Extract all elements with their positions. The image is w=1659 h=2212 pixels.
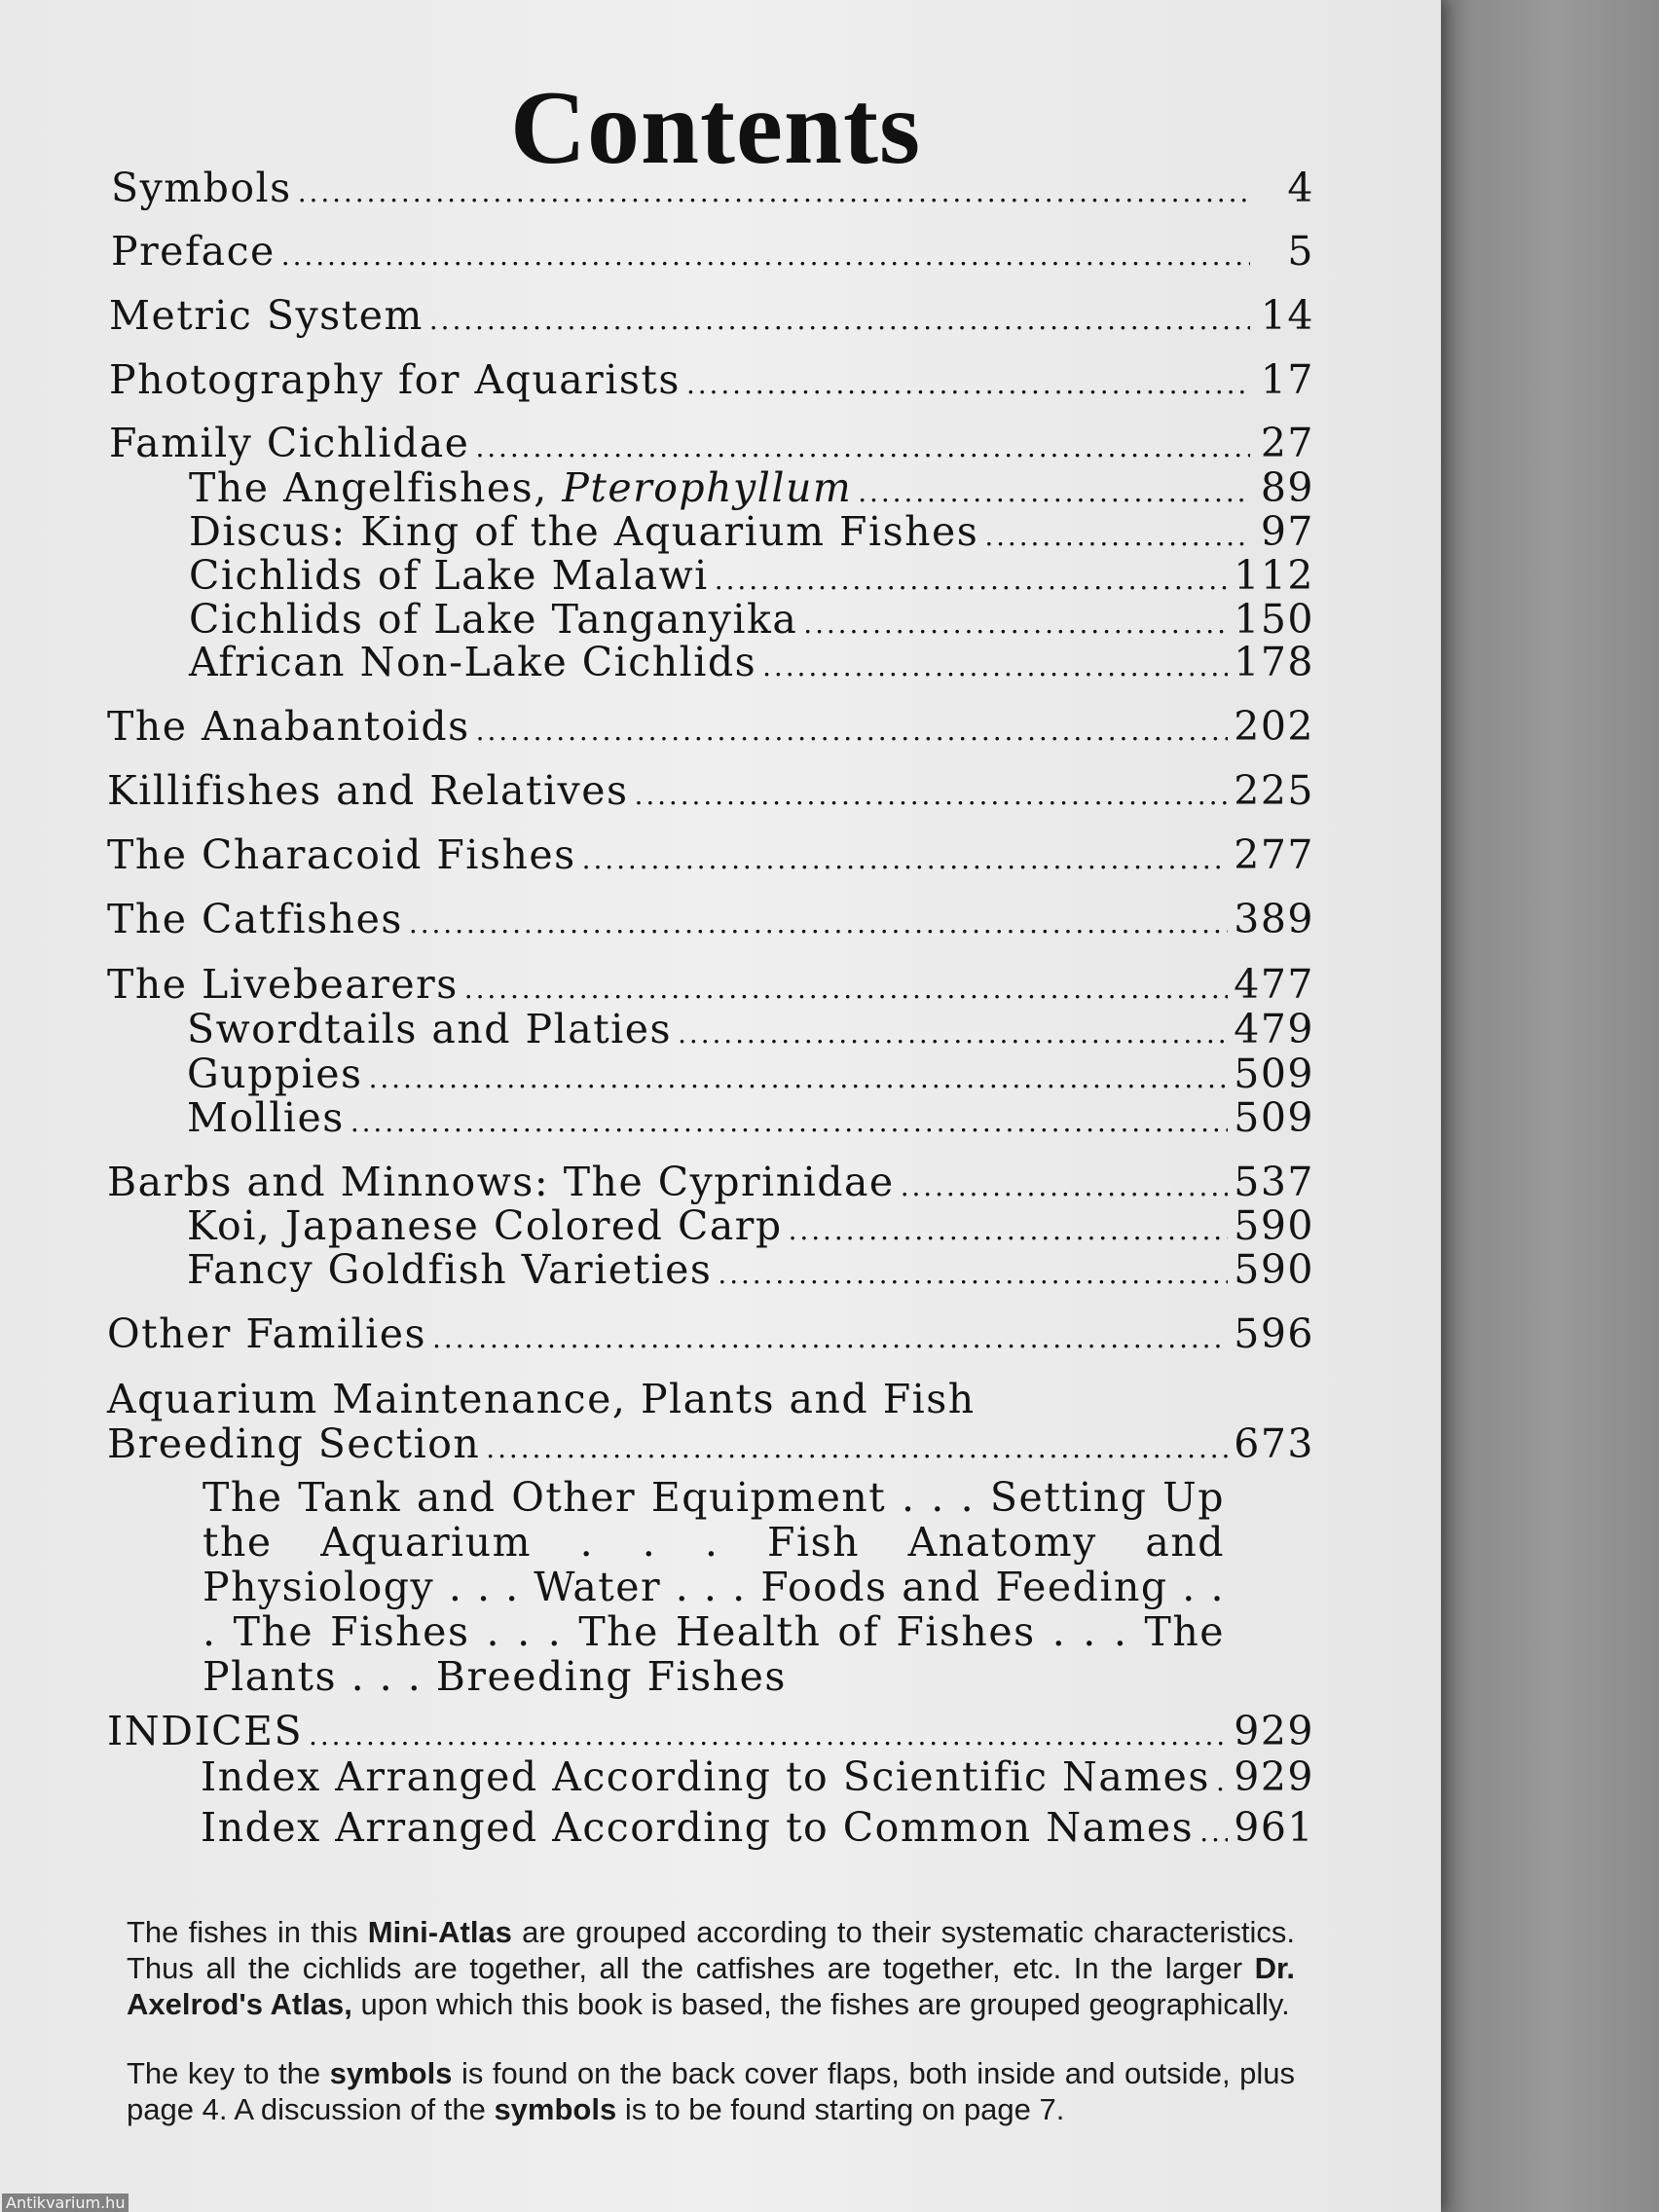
- toc-subentry: [187, 1051, 1314, 1101]
- toc-entry-label: African Non-Lake Cichlids: [189, 639, 757, 685]
- section-heading: Aquarium Maintenance, Plants and Fish: [107, 1376, 976, 1422]
- note-paragraph: The fishes in this Mini-Atlas are grouped according to their systematic characteristics. Thus all the cichlids are together, all the catfishes are together, etc. In the larger Dr. Axelrod's Atlas, upon which this book is based, the fishes are grouped geographically.: [127, 1915, 1295, 2021]
- toc-entry-page: 596: [1234, 1310, 1314, 1357]
- toc-entry: [107, 832, 1314, 882]
- toc-entry-label: Index Arranged According to Scientific Names: [201, 1753, 1210, 1800]
- toc-entry-page: 961: [1234, 1804, 1314, 1851]
- toc-entry-label: The Anabantoids: [107, 703, 470, 750]
- toc-entry-label: Photography for Aquarists: [109, 356, 681, 403]
- toc-entry-page: 4: [1287, 165, 1314, 211]
- dot-leader: [281, 229, 1250, 278]
- toc-entry: [107, 897, 1314, 946]
- toc-entry-label: Symbols: [111, 165, 292, 211]
- genus-name: Pterophyllum: [562, 464, 853, 511]
- dot-leader: [298, 166, 1250, 215]
- toc-entry-page: 479: [1234, 1006, 1314, 1052]
- toc-entry-label: Fancy Goldfish Varieties: [187, 1246, 713, 1293]
- dot-leader: [309, 1709, 1228, 1758]
- toc-entry: [107, 704, 1314, 754]
- toc-entry-page: 509: [1234, 1051, 1314, 1097]
- toc-subentry: [187, 1247, 1314, 1297]
- toc-entry-page: 97: [1260, 508, 1314, 555]
- toc-entry-label: Discus: King of the Aquarium Fishes: [189, 508, 979, 555]
- toc-entry-page: 673: [1234, 1420, 1314, 1467]
- toc-entry: [111, 166, 1314, 215]
- toc-entry-label: Cichlids of Lake Malawi: [189, 552, 709, 599]
- dot-leader: [678, 1007, 1228, 1056]
- maintenance-description: The Tank and Other Equipment . . . Setting Up the Aquarium . . . Fish Anatomy and Physiology . . . Water . . . Foods and Feeding . . . The Fishes . . . The Health of Fishes . . . The Plants . . . Breeding Fishes: [203, 1474, 1225, 1700]
- toc-entry-label: Killifishes and Relatives: [107, 767, 629, 814]
- toc-entry-page: 537: [1234, 1159, 1314, 1205]
- toc-subentry: [187, 1007, 1314, 1056]
- dot-leader: [718, 1247, 1228, 1297]
- toc-entry-page: 178: [1234, 639, 1314, 685]
- toc-entry-label: The Livebearers: [107, 961, 459, 1008]
- toc-entry-label: The Characoid Fishes: [107, 831, 576, 878]
- toc-entry-label: Guppies: [187, 1051, 363, 1097]
- dot-leader: [901, 1160, 1229, 1209]
- toc-subentry: [187, 1095, 1314, 1145]
- toc-entry-page: 17: [1260, 356, 1314, 403]
- toc-entry-page: 929: [1234, 1708, 1314, 1754]
- dot-leader: [686, 357, 1250, 407]
- toc-entry-page: 477: [1234, 961, 1314, 1008]
- dot-leader: [476, 704, 1229, 754]
- toc-entry-label: Barbs and Minnows: The Cyprinidae: [107, 1159, 895, 1205]
- toc-entry: [107, 768, 1314, 818]
- dot-leader: [984, 509, 1250, 559]
- toc-subentry: [189, 640, 1314, 689]
- dot-leader: [350, 1095, 1228, 1145]
- toc-subentry: [201, 1754, 1314, 1804]
- toc-entry-page: 112: [1234, 552, 1314, 599]
- toc-entry: [111, 229, 1314, 278]
- dot-leader: [1216, 1754, 1228, 1804]
- toc-entry-label: Breeding Section: [107, 1420, 481, 1467]
- dot-leader: [429, 293, 1250, 343]
- watermark: Antikvarium.hu: [2, 2194, 129, 2212]
- toc-entry-page: 929: [1234, 1753, 1314, 1800]
- dot-leader: [789, 1203, 1229, 1253]
- dot-leader: [432, 1311, 1228, 1361]
- toc-entry: [109, 293, 1314, 343]
- toc-subentry: [201, 1805, 1314, 1855]
- toc-entry-label: The Catfishes: [107, 896, 403, 942]
- toc-entry-page: 27: [1260, 420, 1314, 466]
- dot-leader: [369, 1051, 1229, 1101]
- toc-entry-page: 202: [1234, 703, 1314, 750]
- toc-entry-label: Cichlids of Lake Tanganyika: [189, 596, 798, 643]
- toc-entry-page: 590: [1234, 1246, 1314, 1293]
- toc-entry-page: 277: [1234, 831, 1314, 878]
- toc-entry-label: Preface: [111, 228, 276, 275]
- toc-entry-page: 5: [1287, 228, 1314, 275]
- toc-entry: [107, 1421, 1314, 1471]
- toc-entry: [107, 1709, 1314, 1758]
- toc-entry-label: INDICES: [107, 1708, 304, 1754]
- background-surface: [1431, 0, 1659, 2212]
- dot-leader: [486, 1421, 1228, 1471]
- dot-leader: [635, 768, 1229, 818]
- dot-leader: [409, 897, 1228, 946]
- toc-entry-page: 150: [1234, 596, 1314, 643]
- toc-entry: [107, 962, 1314, 1012]
- toc-entry: [109, 357, 1314, 407]
- toc-entry-page: 389: [1234, 896, 1314, 942]
- dot-leader: [475, 421, 1250, 470]
- dot-leader: [1199, 1805, 1228, 1855]
- dot-leader: [762, 640, 1228, 689]
- dot-leader: [464, 962, 1228, 1012]
- toc-entry-label: Metric System: [109, 292, 424, 339]
- toc-entry-label: Koi, Japanese Colored Carp: [187, 1202, 783, 1249]
- toc-entry-page: 89: [1260, 464, 1314, 511]
- toc-entry-label: The Angelfishes, Pterophyllum: [189, 464, 853, 511]
- toc-entry: [109, 421, 1314, 470]
- toc-entry-page: 225: [1234, 767, 1314, 814]
- note-paragraph: The key to the symbols is found on the back cover flaps, both inside and outside, plus page 4. A discussion of the symbols is to be found starting on page 7.: [127, 2056, 1295, 2126]
- toc-entry-label: Other Families: [107, 1310, 427, 1357]
- toc-entry: [107, 1311, 1314, 1361]
- toc-entry-label: Swordtails and Platies: [187, 1006, 673, 1052]
- dot-leader: [582, 832, 1229, 882]
- toc-entry-label: Mollies: [187, 1094, 345, 1141]
- toc-entry-label: Family Cichlidae: [109, 420, 470, 466]
- toc-entry-label: Index Arranged According to Common Names: [201, 1804, 1195, 1851]
- toc-entry-page: 509: [1234, 1094, 1314, 1141]
- page-title: Contents: [509, 70, 922, 186]
- toc-entry-page: 590: [1234, 1202, 1314, 1249]
- toc-entry-page: 14: [1260, 292, 1314, 339]
